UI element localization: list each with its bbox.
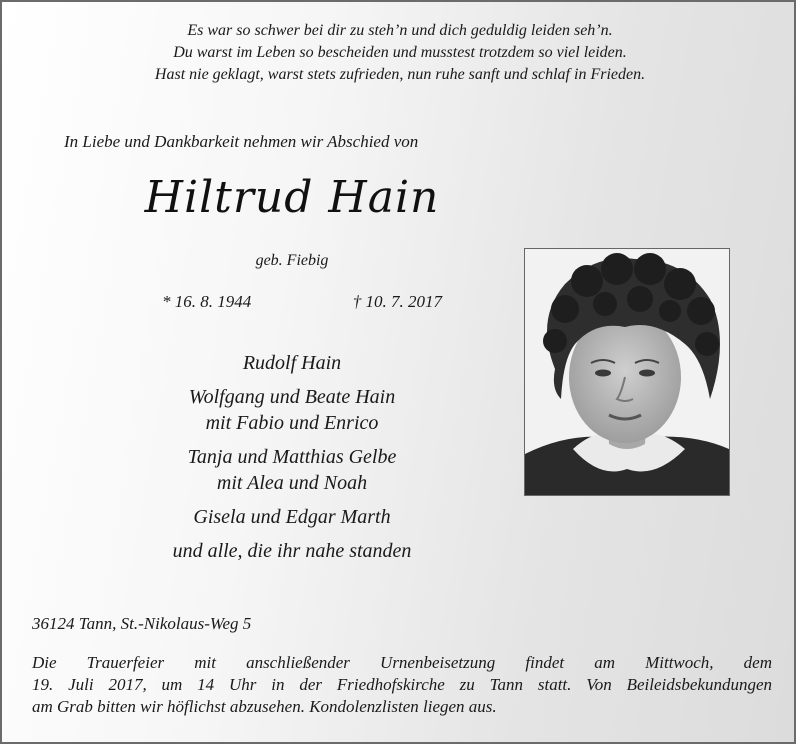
maiden-name: geb. Fiebig [255,252,329,269]
poem-line: Hast nie geklagt, warst stets zufrieden, nun ruhe sanft und schlaf in Frieden. [154,66,646,83]
notice-line: am Grab bitten wir höflichst abzusehen. Kondolenzlisten liegen aus. [32,697,497,716]
mourner-group [92,384,492,436]
birth-date: * 16. 8. 1944 [162,292,252,311]
deceased-name: Hiltrud Hain [144,172,440,223]
portrait-photo [524,248,730,496]
mourner-group [92,350,492,376]
death-date: † 10. 7. 2017 [352,292,442,311]
funeral-notice [32,652,772,718]
poem-line: Du warst im Leben so bescheiden und musstest trotzdem so viel leiden. [173,44,627,61]
mourner-line: Wolfgang und Beate Hain [188,386,396,408]
mourner-line: und alle, die ihr nahe standen [172,540,412,562]
address: 36124 Tann, St.-Nikolaus-Weg 5 [32,614,252,633]
mourner-group [92,444,492,496]
mourner-line: mit Alea und Noah [216,472,368,494]
portrait-icon [525,249,729,495]
mourner-line: Rudolf Hain [242,352,342,374]
mourner-line: Gisela und Edgar Marth [193,506,391,528]
notice-line: Die Trauerfeier mit anschließender Urnenbeisetzung findet am Mittwoch, dem [32,653,772,672]
mourner-line: mit Fabio und Enrico [205,412,379,434]
poem-line: Es war so schwer bei dir zu steh’n und dich geduldig leiden seh’n. [187,22,613,39]
mourner-group [92,504,492,530]
intro-text: In Liebe und Dankbarkeit nehmen wir Abschied von [64,132,419,151]
poem [2,20,798,86]
life-dates [162,292,442,312]
mourner-line: Tanja und Matthias Gelbe [187,446,397,468]
notice-line: 19. Juli 2017, um 14 Uhr in der Friedhofskirche zu Tann statt. Von Beileidsbekundungen [32,675,772,694]
mourner-group [92,538,492,564]
mourners-list [92,350,492,572]
